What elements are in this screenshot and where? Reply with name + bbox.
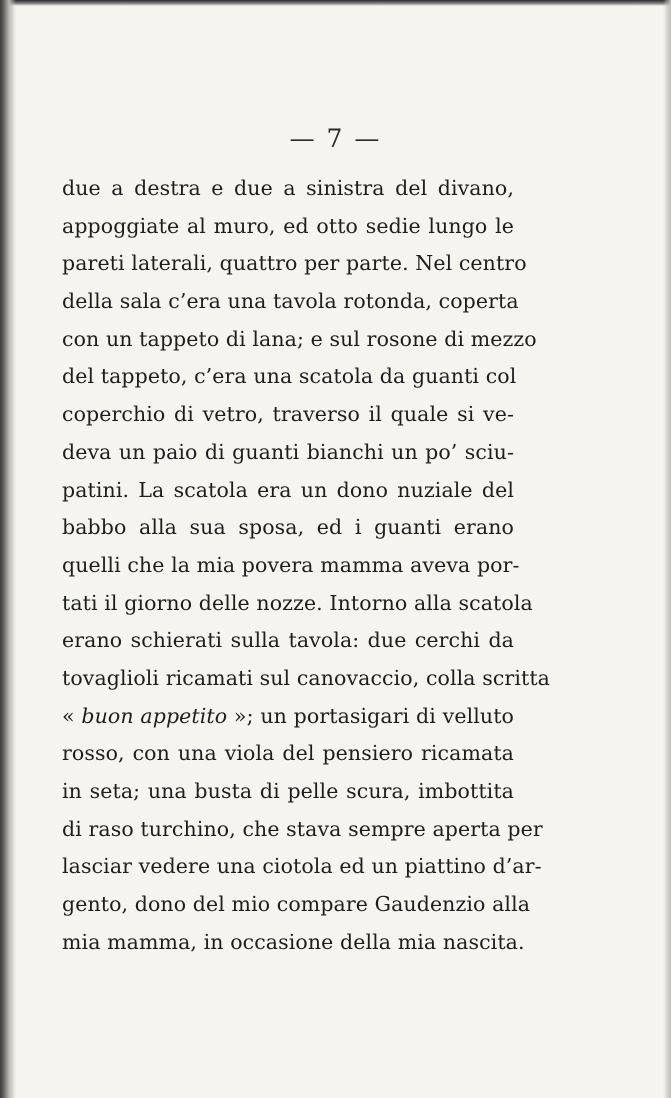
body-text [62, 170, 550, 961]
text-line: patini. La scatola era un dono nuziale del [62, 477, 514, 502]
text-line: gento, dono del mio compare Gaudenzio alla [62, 892, 531, 917]
quote-open: « [62, 703, 82, 728]
text-line: quelli che la mia povera mamma aveva por- [62, 552, 520, 577]
text-line: tovaglioli ricamati sul canovaccio, colla scritta [62, 665, 550, 690]
scan-right-edge [663, 0, 671, 1098]
text-line: coperchio di vetro, traverso il quale si ve- [62, 402, 514, 427]
text-line: due a destra e due a sinistra del divano, [62, 176, 514, 200]
binding-shadow [0, 0, 16, 1098]
text-line: del tappeto, c’era una scatola da guanti col [62, 364, 517, 389]
text-line: lasciar vedere una ciotola ed un piattino d’ar- [62, 854, 542, 879]
text-line: babbo alla sua sposa, ed i guanti erano [62, 515, 514, 540]
text-line: rosso, con una viola del pensiero ricamata [62, 741, 514, 766]
text-line: della sala c’era una tavola rotonda, coperta [62, 289, 519, 314]
text-line: di raso turchino, che stava sempre aperta per [62, 816, 543, 841]
italic-phrase: buon appetito [81, 703, 228, 728]
text-line: pareti laterali, quattro per parte. Nel centro [62, 251, 527, 276]
text-line: tati il giorno delle nozze. Intorno alla scatola [62, 590, 533, 615]
page-number: — 7 — [289, 124, 382, 153]
text-line: appoggiate al muro, ed otto sedie lungo le [62, 213, 514, 238]
quote-rest: »; un portasigari di velluto [227, 703, 514, 728]
scan-top-edge [0, 0, 671, 6]
text-line: deva un paio di guanti bianchi un po’ sciu- [62, 439, 514, 464]
text-line: in seta; una busta di pelle scura, imbottita [62, 779, 514, 803]
text-line: mia mamma, in occasione della mia nascita. [62, 929, 525, 954]
text-line-italic-mixed [62, 698, 514, 736]
text-line: con un tappeto di lana; e sul rosone di mezzo [62, 326, 537, 351]
text-line: erano schierati sulla tavola: due cerchi da [62, 628, 514, 653]
